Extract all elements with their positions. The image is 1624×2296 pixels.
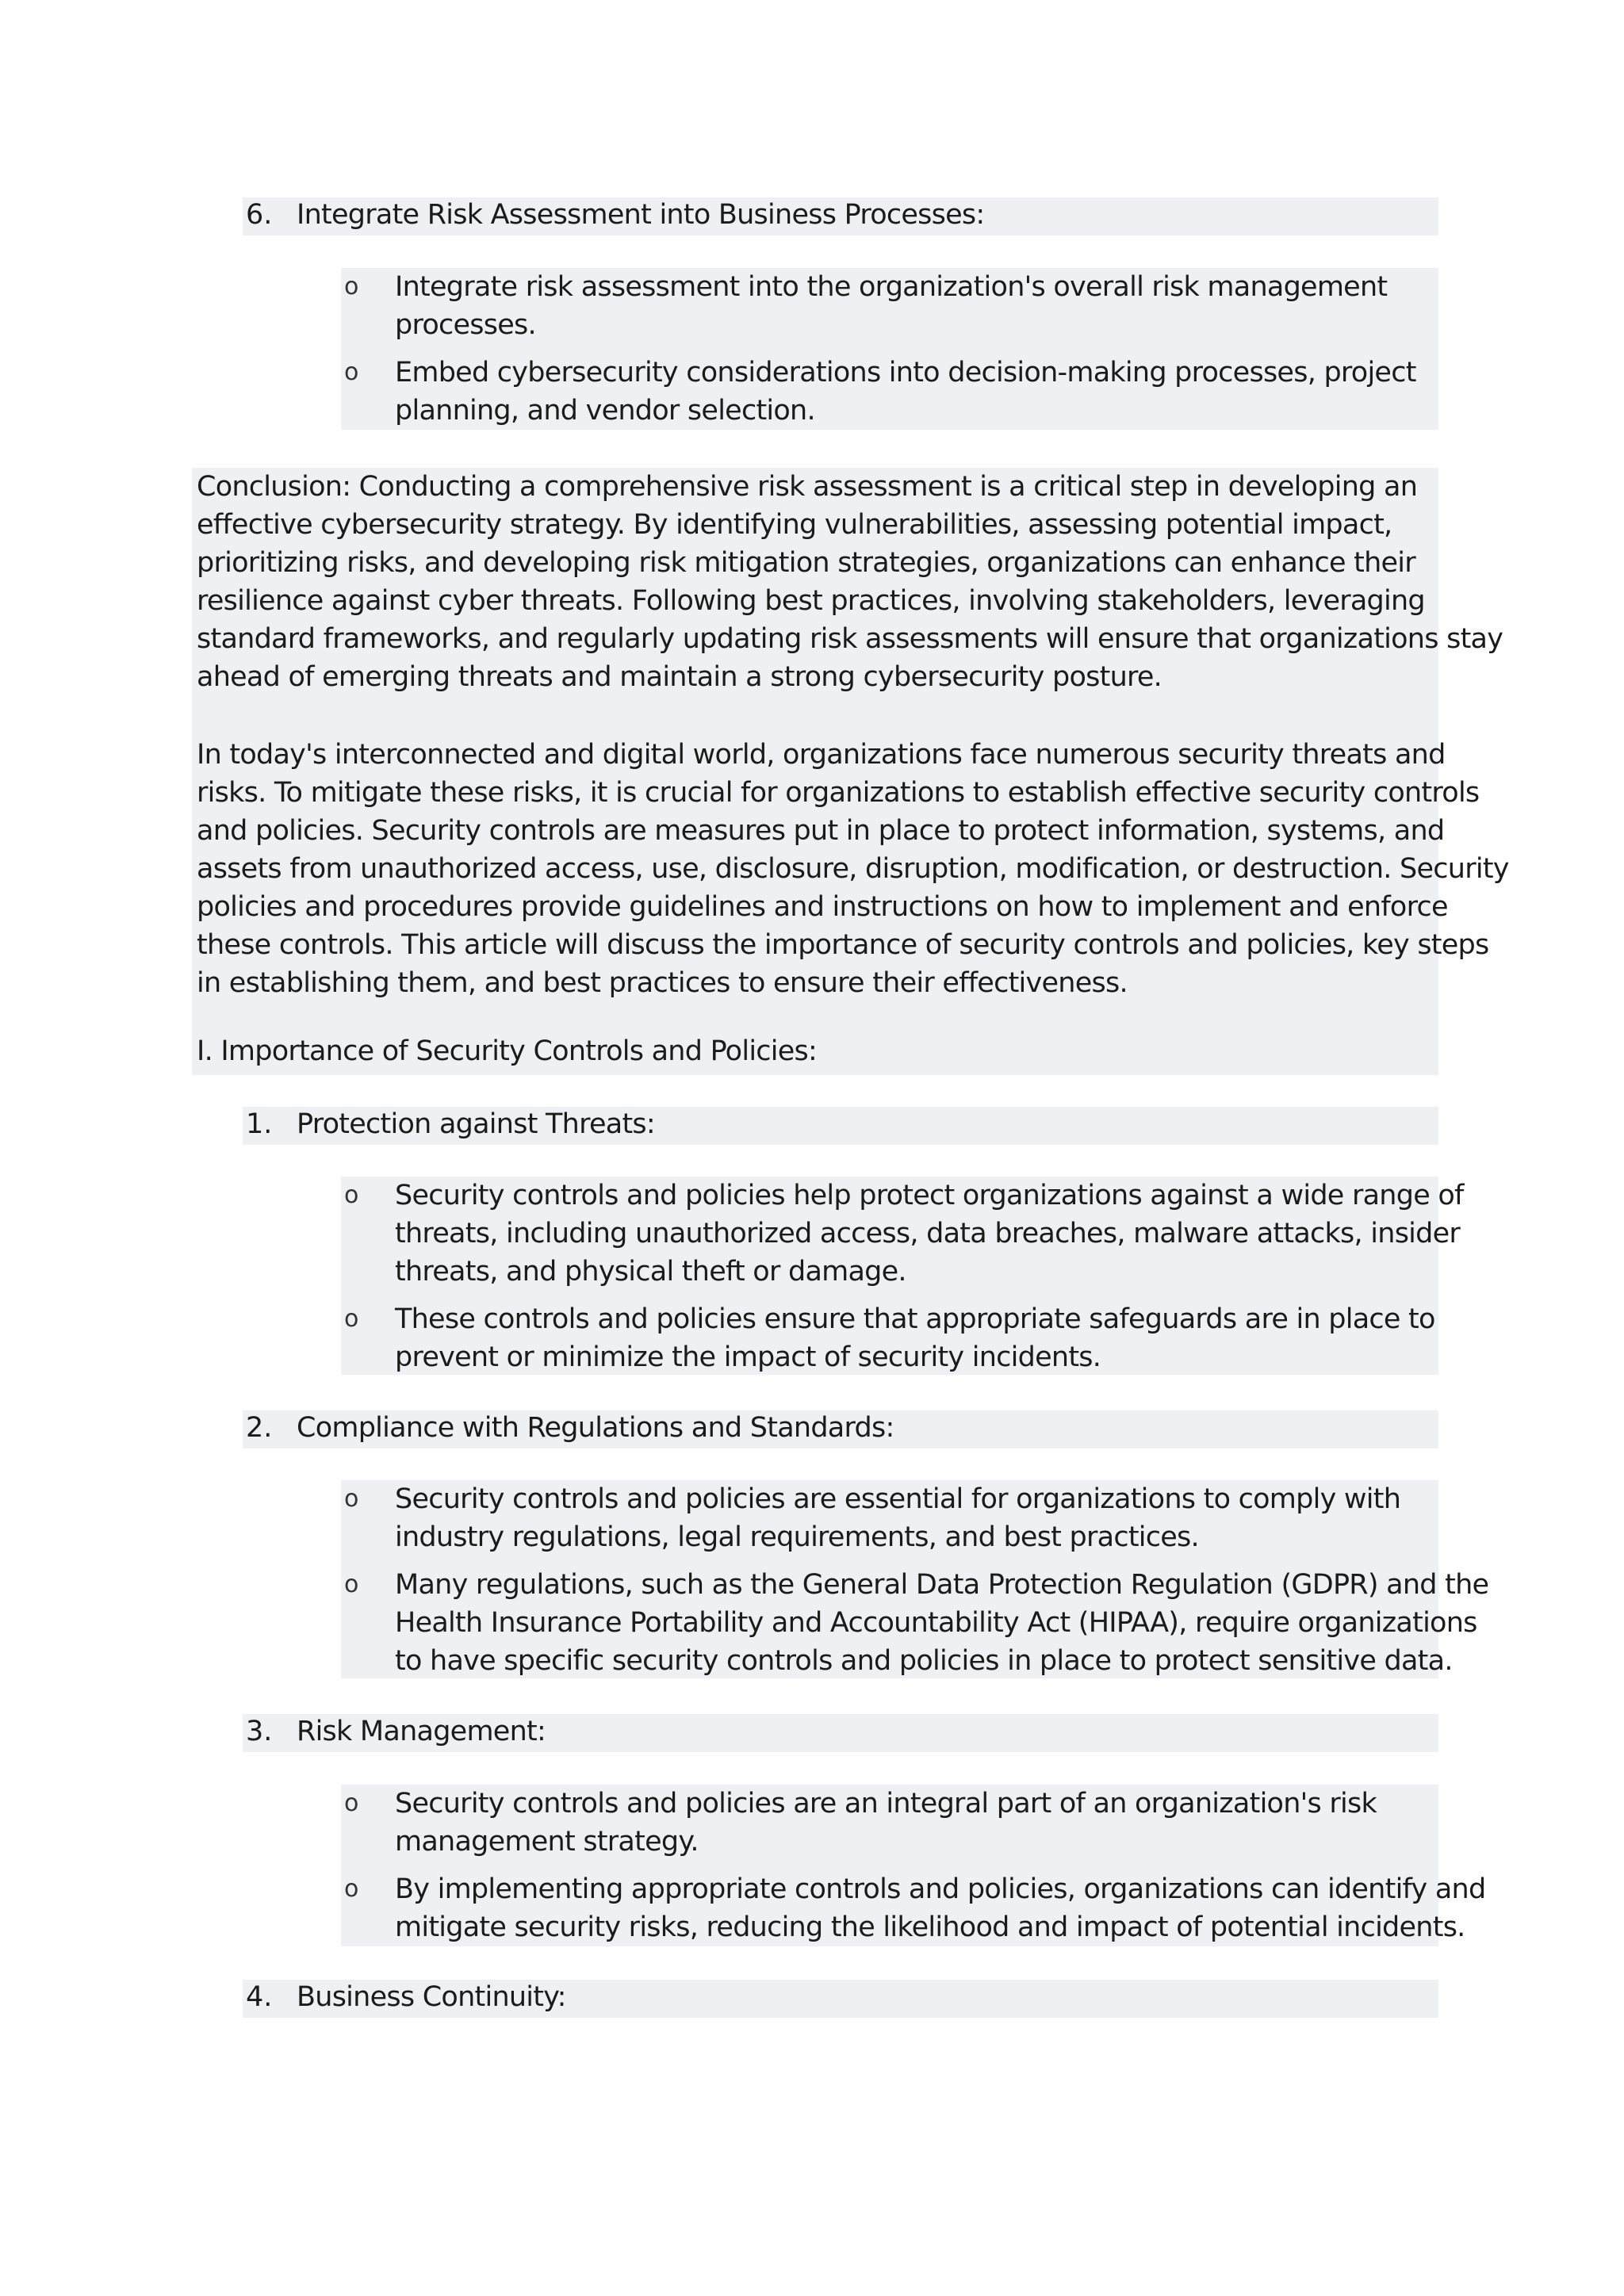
bullet-marker: o bbox=[344, 1789, 359, 1817]
item-2-heading-block bbox=[243, 1410, 1438, 1448]
item-2-number: 2. bbox=[246, 1412, 273, 1444]
item-1-bullet-2: These controls and policies ensure that appropriate safeguards are in place to prevent or minimize the impact of security incidents. bbox=[395, 1303, 1435, 1373]
section-6-number: 6. bbox=[246, 199, 273, 231]
bullet-marker: o bbox=[344, 358, 359, 386]
item-3-heading-block bbox=[243, 1714, 1438, 1752]
item-1-number: 1. bbox=[246, 1108, 273, 1140]
bullet-marker: o bbox=[344, 1181, 359, 1209]
item-3-bullet-2: By implementing appropriate controls and policies, organizations can identify and mitigate security risks, reducing the likelihood and impact of potential incidents. bbox=[395, 1873, 1486, 1943]
item-3-number: 3. bbox=[246, 1716, 273, 1747]
item-2-bullets-block bbox=[341, 1480, 1489, 1678]
item-1-heading-block bbox=[243, 1107, 1438, 1145]
item-4-heading: Business Continuity: bbox=[297, 1981, 566, 2013]
item-3-heading: Risk Management: bbox=[297, 1716, 546, 1747]
bullet-marker: o bbox=[344, 273, 359, 300]
item-2-bullet-2: Many regulations, such as the General Data Protection Regulation (GDPR) and the Health Insurance Portability and Accountability Act (HIPAA), require organizations to have specific security controls and policies in place to protect sensitive data. bbox=[395, 1569, 1489, 1677]
item-4-heading-block bbox=[243, 1980, 1438, 2018]
item-1-heading: Protection against Threats: bbox=[297, 1108, 655, 1140]
conclusion-paragraph: Conclusion: Conducting a comprehensive risk assessment is a critical step in developing an effective cybersecurity strategy. By identifying vulnerabilities, assessing potential impact, prioritizing risks, and developing risk mitigation strategies, organizations can enhance their resilience against cyber threats. Following best practices, involving stakeholders, leveraging standard frameworks, and regularly updating risk assessments will ensure that organizations stay ahead of emerging threats and maintain a strong cybersecurity posture. bbox=[197, 471, 1503, 693]
bullet-marker: o bbox=[344, 1875, 359, 1903]
item-3-bullets-block bbox=[341, 1785, 1486, 1946]
item-1-bullets-block bbox=[341, 1177, 1464, 1375]
section-6-bullet-1: Integrate risk assessment into the organization's overall risk management processes. bbox=[395, 271, 1388, 341]
item-3-bullet-1: Security controls and policies are an integral part of an organization's risk management strategy. bbox=[395, 1788, 1377, 1858]
section-6-heading: Integrate Risk Assessment into Business Processes: bbox=[297, 199, 985, 231]
bullet-marker: o bbox=[344, 1571, 359, 1598]
section-heading: I. Importance of Security Controls and Policies: bbox=[197, 1035, 818, 1067]
section-6-heading-block bbox=[243, 197, 1438, 235]
item-4-number: 4. bbox=[246, 1981, 273, 2013]
item-2-bullet-1: Security controls and policies are essential for organizations to comply with industry regulations, legal requirements, and best practices. bbox=[395, 1483, 1401, 1553]
section-6-bullets-block bbox=[341, 268, 1438, 430]
item-1-bullet-1: Security controls and policies help protect organizations against a wide range of threats, including unauthorized access, data breaches, malware attacks, insider threats, and physical theft or damage. bbox=[395, 1180, 1464, 1288]
bullet-marker: o bbox=[344, 1305, 359, 1333]
bullet-marker: o bbox=[344, 1485, 359, 1513]
item-2-heading: Compliance with Regulations and Standards: bbox=[297, 1412, 894, 1444]
section-6-bullet-2: Embed cybersecurity considerations into decision-making processes, project planning, and vendor selection. bbox=[395, 357, 1416, 427]
body-text-block bbox=[192, 468, 1509, 1075]
intro-paragraph: In today's interconnected and digital world, organizations face numerous security threats and risks. To mitigate these risks, it is crucial for organizations to establish effective security controls and policies. Security controls are measures put in place to protect information, systems, and assets from unauthorized access, use, disclosure, disruption, modification, or destruction. Security policies and procedures provide guidelines and instructions on how to implement and enforce these controls. This article will discuss the importance of security controls and policies, key steps in establishing them, and best practices to ensure their effectiveness. bbox=[197, 739, 1509, 999]
